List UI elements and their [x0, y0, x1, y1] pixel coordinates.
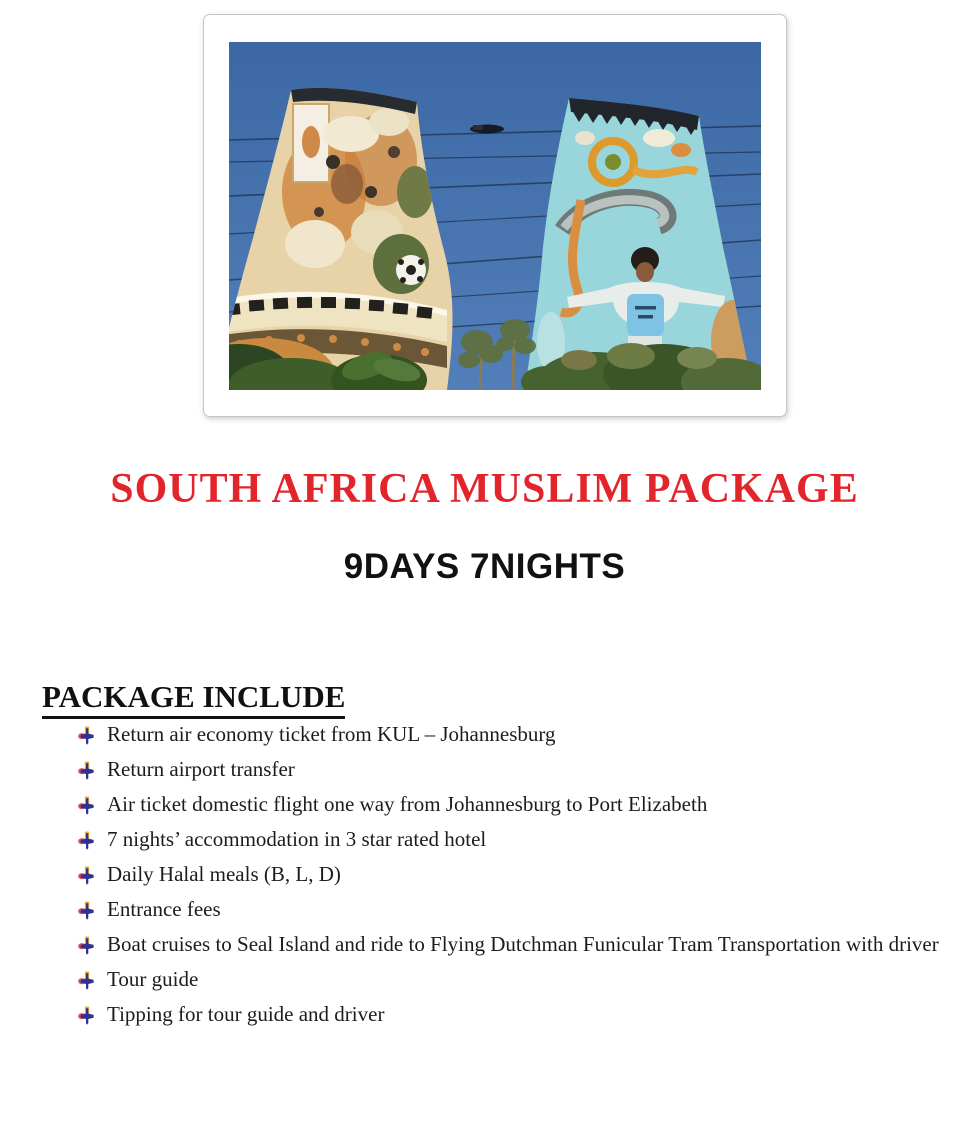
page-subtitle — [0, 548, 969, 587]
list-item — [78, 753, 942, 786]
page-title-text: SOUTH AFRICA MUSLIM PACKAGE — [110, 466, 859, 512]
list-item — [78, 858, 942, 891]
colored-dart-bullet-icon — [78, 936, 94, 955]
colored-dart-bullet-icon — [78, 761, 94, 780]
list-item — [78, 928, 942, 961]
list-item-text: Daily Halal meals (B, L, D) — [107, 862, 341, 886]
list-item-text: Boat cruises to Seal Island and ride to Flying Dutchman Funicular Tram Transportation with driver — [107, 932, 939, 956]
list-item-text: 7 nights’ accommodation in 3 star rated hotel — [107, 827, 487, 851]
include-list — [78, 718, 942, 1033]
list-item-text: Return airport transfer — [107, 757, 295, 781]
list-item — [78, 718, 942, 751]
list-item-text: Tipping for tour guide and driver — [107, 1002, 385, 1026]
hero-image-frame — [203, 14, 787, 417]
hero-image — [229, 42, 761, 390]
colored-dart-bullet-icon — [78, 796, 94, 815]
list-item — [78, 963, 942, 996]
list-item-text: Tour guide — [107, 967, 199, 991]
list-item — [78, 788, 942, 821]
list-item-text: Air ticket domestic flight one way from Johannesburg to Port Elizabeth — [107, 792, 708, 816]
section-heading — [42, 680, 345, 719]
colored-dart-bullet-icon — [78, 901, 94, 920]
list-item — [78, 893, 942, 926]
colored-dart-bullet-icon — [78, 1006, 94, 1025]
page-title — [0, 466, 969, 512]
list-item-text: Return air economy ticket from KUL – Johannesburg — [107, 722, 556, 746]
list-item — [78, 823, 942, 856]
colored-dart-bullet-icon — [78, 831, 94, 850]
list-item-text: Entrance fees — [107, 897, 221, 921]
section-heading-text: PACKAGE INCLUDE — [42, 680, 345, 719]
colored-dart-bullet-icon — [78, 971, 94, 990]
colored-dart-bullet-icon — [78, 866, 94, 885]
list-item — [78, 998, 942, 1031]
colored-dart-bullet-icon — [78, 726, 94, 745]
page-subtitle-text: 9DAYS 7NIGHTS — [343, 547, 626, 586]
photo-illustration — [229, 42, 761, 390]
wire-object — [470, 125, 504, 134]
